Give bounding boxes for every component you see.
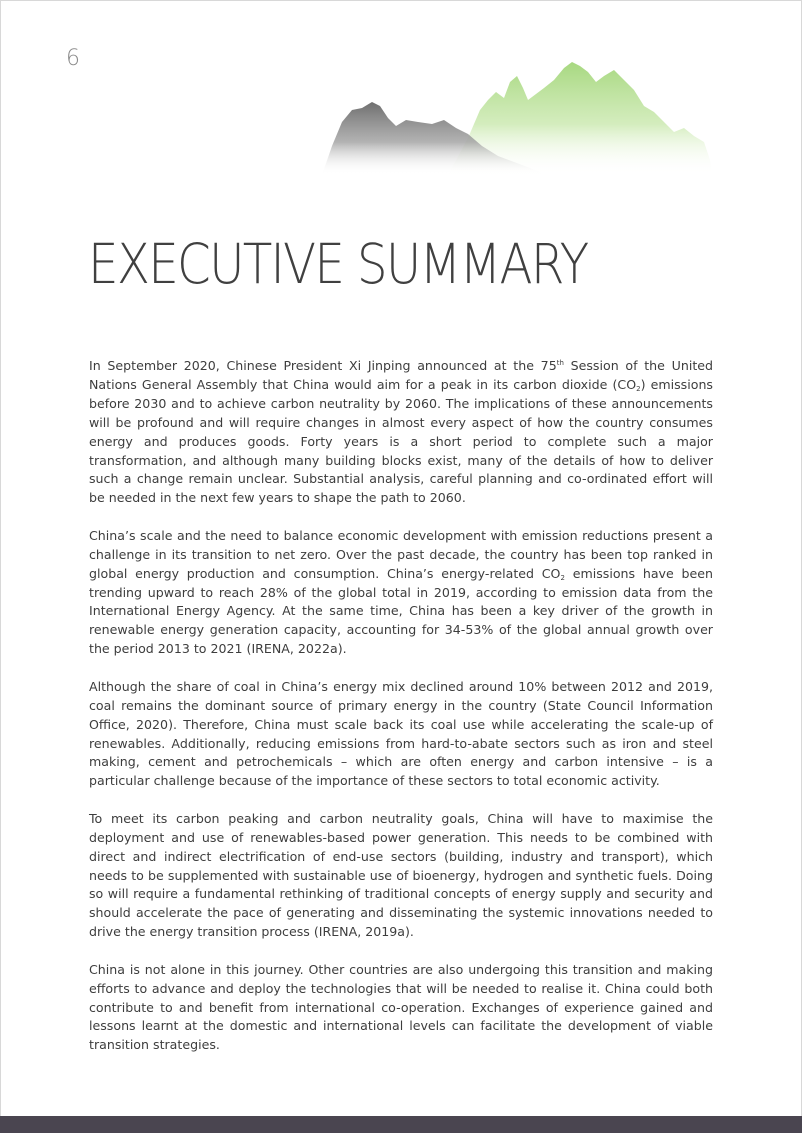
paragraph-1-text-a: In September 2020, Chinese President Xi Jinping announced at the 75 [89, 358, 557, 373]
subscript-2: 2 [636, 384, 641, 393]
body-text [89, 357, 713, 1074]
paragraph-1-text-b: Session of the United Nations General Assembly that China would aim for a peak in its carbon dioxide (CO [89, 358, 713, 392]
mountain-illustration [318, 50, 718, 180]
paragraph-2 [89, 527, 713, 659]
superscript-th: th [556, 359, 564, 367]
subscript-2: 2 [560, 573, 565, 582]
paragraph-3: Although the share of coal in China’s energy mix declined around 10% between 2012 and 2019, coal remains the dominant source of primary energy in the country (State Council Information Office, 2020). Therefore, China must scale back its coal use while accelerating the scale-up of renewables. Additionally, reducing emissions from hard-to-abate sectors such as iron and steel making, cement and petrochemicals – which are often energy and carbon intensive – is a particular challenge because of the importance of these sectors to total economic activity. [89, 678, 713, 789]
footer-bar [0, 1116, 802, 1133]
paragraph-4: To meet its carbon peaking and carbon neutrality goals, China will have to maximise the deployment and use of renewables-based power generation. This needs to be combined with direct and indirect electrification of end-use sectors (building, industry and transport), which needs to be supplemented with sustainable use of bioenergy, hydrogen and synthetic fuels. Doing so will require a fundamental rethinking of traditional concepts of energy supply and security and should accelerate the pace of generating and disseminating the systemic innovations needed to drive the energy transition process (IRENA, 2019a). [89, 810, 713, 940]
paragraph-1-text-c: ) emissions before 2030 and to achieve carbon neutrality by 2060. The implications of these announcements will be profound and will require changes in almost every aspect of how the country consumes energy and produces goods. Forty years is a short period to complete such a major transformation, and although many building blocks exist, many of the details of how to deliver such a change remain unclear. Substantial analysis, careful planning and co-ordinated effort will be needed in the next few years to shape the path to 2060. [89, 376, 713, 506]
page-title: EXECUTIVE SUMMARY [88, 232, 588, 296]
page-number: 6 [66, 46, 80, 71]
paragraph-2-text-a: China’s scale and the need to balance economic development with emission reductions present a challenge in its transition to net zero. Over the past decade, the country has been top ranked in global energy production and consumption. China’s energy-related CO [89, 527, 713, 581]
paragraph-2-text-b: emissions have been trending upward to reach 28% of the global total in 2019, according to emission data from the International Energy Agency. At the same time, China has been a key driver of the growth in renewable energy generation capacity, accounting for 34-53% of the global annual growth over the period 2013 to 2021 (IRENA, 2022a). [89, 565, 713, 657]
paragraph-1 [89, 357, 713, 508]
paragraph-5: China is not alone in this journey. Other countries are also undergoing this transition and making efforts to advance and deploy the technologies that will be needed to realise it. China could both contribute to and benefit from international co-operation. Exchanges of experience gained and lessons learnt at the domestic and international levels can facilitate the development of viable transition strategies. [89, 961, 713, 1053]
